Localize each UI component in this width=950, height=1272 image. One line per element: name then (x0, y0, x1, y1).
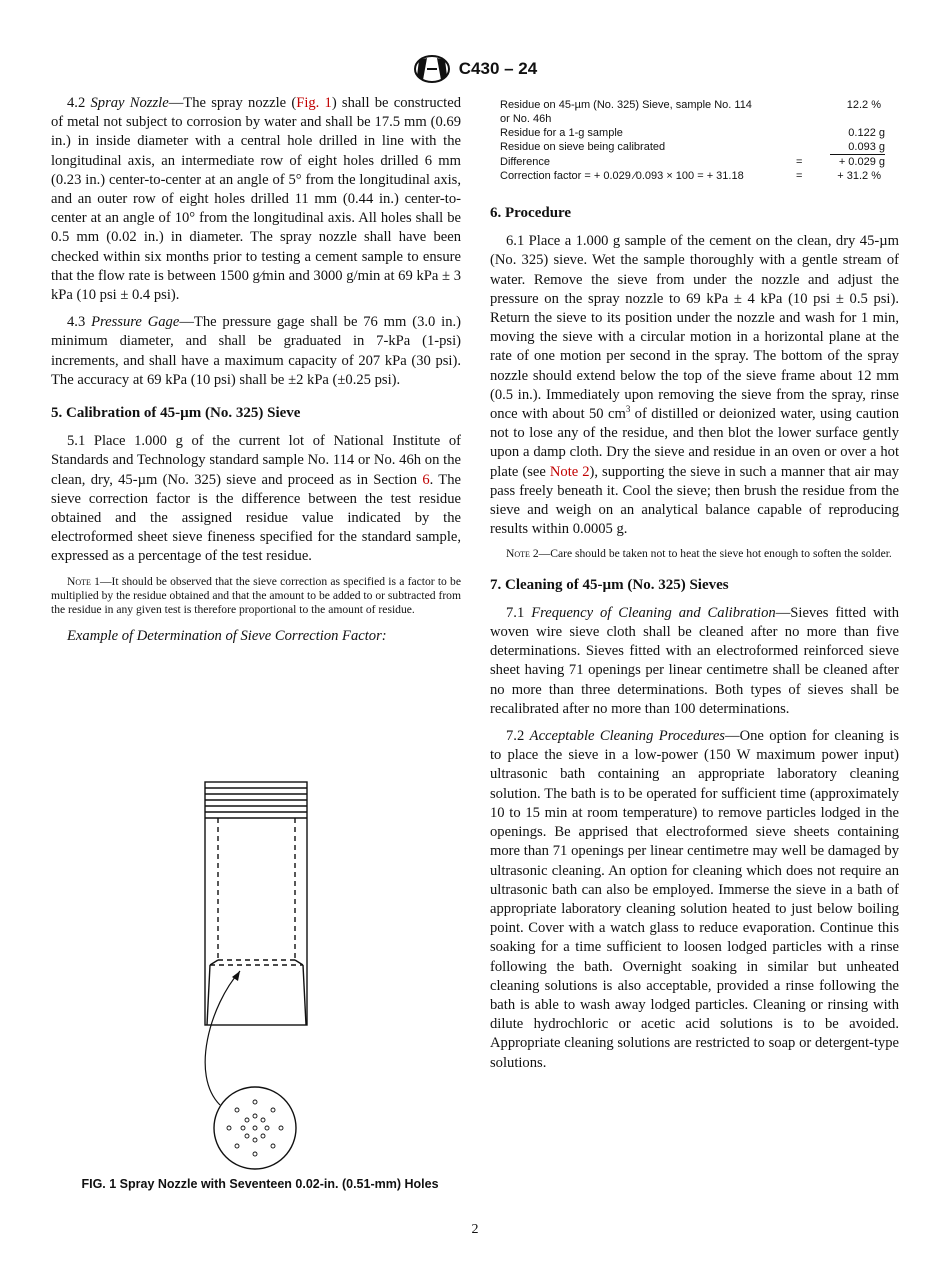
note-2-link[interactable]: Note 2 (549, 463, 590, 480)
figure-1-caption: FIG. 1 Spray Nozzle with Seventeen 0.02-in. (0.51-mm) Holes (81, 1177, 439, 1191)
correction-calculation (490, 94, 899, 190)
right-column (490, 94, 899, 1081)
calc-row-1-label: Residue on 45-µm (No. 325) Sieve, sample No. 114 (500, 99, 752, 111)
pointer-arrow (205, 971, 240, 1105)
calc-row-2-label: Residue for a 1-g sample (500, 127, 623, 139)
nozzle-body (205, 782, 307, 1025)
paragraph-4-2: 4.2 Spray Nozzle—The spray nozzle (Fig. 1) shall be constructed of metal not subject to corrosion by water and shall be 17.5 mm (0.69 in.) in inside diameter with a central hole drilled in line with the longitudinal axis, an intermediate row of eight holes drilled 6 mm (0.23 in.) center-to-center at an angle of 5° from the longitudinal axis, and an outer row of eight holes drilled 11 mm (0.44 in.) center-to-center at an angle of 10° from the longitudinal axis. All holes shall be 0.5 mm (0.02 in.) in diameter. The spray nozzle shall have been checked within six months prior to testing a cement sample to ensure that the flow rate is between 1500 g⁄min and 3000 g/min at 69 kPa ± 3 kPa (10 psi ± 0.4 psi). (51, 95, 461, 304)
fig-1-link[interactable]: Fig. 1 (296, 95, 332, 111)
astm-logo-icon (413, 54, 451, 84)
figure-1-spray-nozzle (60, 775, 460, 1195)
example-heading: Example of Determination of Sieve Correction Factor: (67, 628, 387, 645)
paragraph-4-3: 4.3 Pressure Gage—The pressure gage shall be 76 mm (3.0 in.) minimum diameter, and shall be graduated in 7-kPa (1-psi) increments, and shall have a maximum capacity of 207 kPa (30 psi). The accuracy at 69 kPa (10 psi) shall be ±2 kPa (±0.25 psi). (51, 314, 461, 388)
calc-row-1-value: 12.2 % (846, 99, 881, 111)
calc-row-5-equals: = (796, 170, 803, 182)
section-6-link[interactable]: 6 (422, 471, 430, 488)
calc-row-1-label-cont: or No. 46h (500, 113, 552, 125)
paragraph-7-2: 7.2 Acceptable Cleaning Procedures—One option for cleaning is to place the sieve in a low-power (150 W maximum power input) ultrasonic bath containing an appropriate laboratory cleaning solution. The bath is to be operated for sufficient time (approximately 10 to 15 min at room temperature) to remove particles lodged in the openings. Be apprised that electroformed sieve sheets containing more than 71 openings per linear centimetre may well be damaged by ultrasonic cleaning. An option for cleaning which does not require an ultrasonic bath can also be employed. Immerse the sieve in a bath of appropriate laboratory cleaning solution heated to just below boiling point. Cover with a watch glass to reduce evaporation. Continue this soaking for a time sufficient to loosen lodged particles with a rinse following the bath. Overnight soaking in similar but unheated cleaning solutions is also acceptable, provided a rinse following the bath is able to wash away lodged particles. Cleaning or rinsing with dilute hydrochloric or acetic acid solutions is to be avoided. Appropriate cleaning solutions are restricted to soap or detergent-type solutions. (490, 728, 899, 1071)
calc-row-3-value: 0.093 g (830, 140, 885, 155)
section-5-heading: 5. Calibration of 45-µm (No. 325) Sieve (51, 405, 301, 422)
calc-row-3-label: Residue on sieve being calibrated (500, 141, 666, 153)
calc-row-2-value: 0.122 g (848, 127, 885, 139)
page-header (0, 54, 950, 84)
note-1: Note 1—It should be observed that the sieve correction as specified is a factor to be multiplied by the residue obtained and that the amount to be added to or subtracted from the residue in any given test is therefore proportional to the amount of residue. (51, 574, 461, 617)
nozzle-face (214, 1087, 296, 1169)
document-id: C430 – 24 (458, 59, 538, 78)
calc-row-5-value: + 31.2 % (837, 170, 881, 182)
paragraph-7-1: 7.1 Frequency of Cleaning and Calibration—Sieves fitted with woven wire sieve cloth shall be cleaned after no more than five determinations. Sieves fitted with an electroformed reinforced sieve sheet having 71 openings per linear centimetre shall be cleaned after no more than three determinations. Both types of sieves shall be recalibrated after no more than 100 determinations. (490, 604, 900, 717)
calc-row-4-label: Difference (500, 156, 550, 168)
paragraph-6-1: 6.1 Place a 1.000 g sample of the cement on the clean, dry 45-µm (No. 325) sieve. Wet the sample thoroughly with a gentle stream of water. Remove the sieve from under the nozzle and adjust the pressure on the spray nozzle to 69 kPa ± 4 kPa (10 psi ± 0.5 psi). Return the sieve to its position under the nozzle and wash for 1 min, moving the sieve with a circular motion in a horizontal plane at the rate of one motion per second in the spray. The bottom of the spray nozzle should extend below the top of the sieve frame about 12 mm (0.5 in.). Immediately upon removing the sieve from the spray, rinse once with about 50 $cm^3$ of distilled or deionized water, using caution not to lose any of the residue, and then blot the lower surface gently upon a damp cloth. Dry the sieve and residue in an oven or over a hot plate (see Note 2), supporting the sieve in such a manner that air may pass freely beneath it. Cool the sieve; then brush the residue from the sieve and weigh on an analytical balance capable of reproducing results within 0.0005 g. (490, 233, 899, 538)
calc-row-5-label: Correction factor = + 0.029 ⁄0.093 × 100 = + 31.18 (500, 170, 744, 182)
section-7-heading: 7. Cleaning of 45-µm (No. 325) Sieves (490, 576, 729, 593)
left-column (51, 94, 461, 654)
note-2: Note 2—Care should be taken not to heat the sieve hot enough to soften the solder. (506, 547, 892, 561)
section-6-heading: 6. Procedure (490, 205, 572, 221)
calc-row-4-equals: = (796, 156, 803, 168)
page-number: 2 (471, 1222, 479, 1237)
calc-row-4-value: + 0.029 g (838, 156, 885, 168)
paragraph-5-1: 5.1 Place 1.000 g of the current lot of National Institute of Standards and Technology standard sample No. 114 or No. 46h on the clean, dry, 45-µm (No. 325) sieve and proceed as in Section 6. The sieve correction factor is the difference between the test residue obtained and the assigned residue value indicated by the electroformed sheet sieve fineness specified for the standard sample, expressed as a percentage of the test residue. (51, 433, 461, 565)
